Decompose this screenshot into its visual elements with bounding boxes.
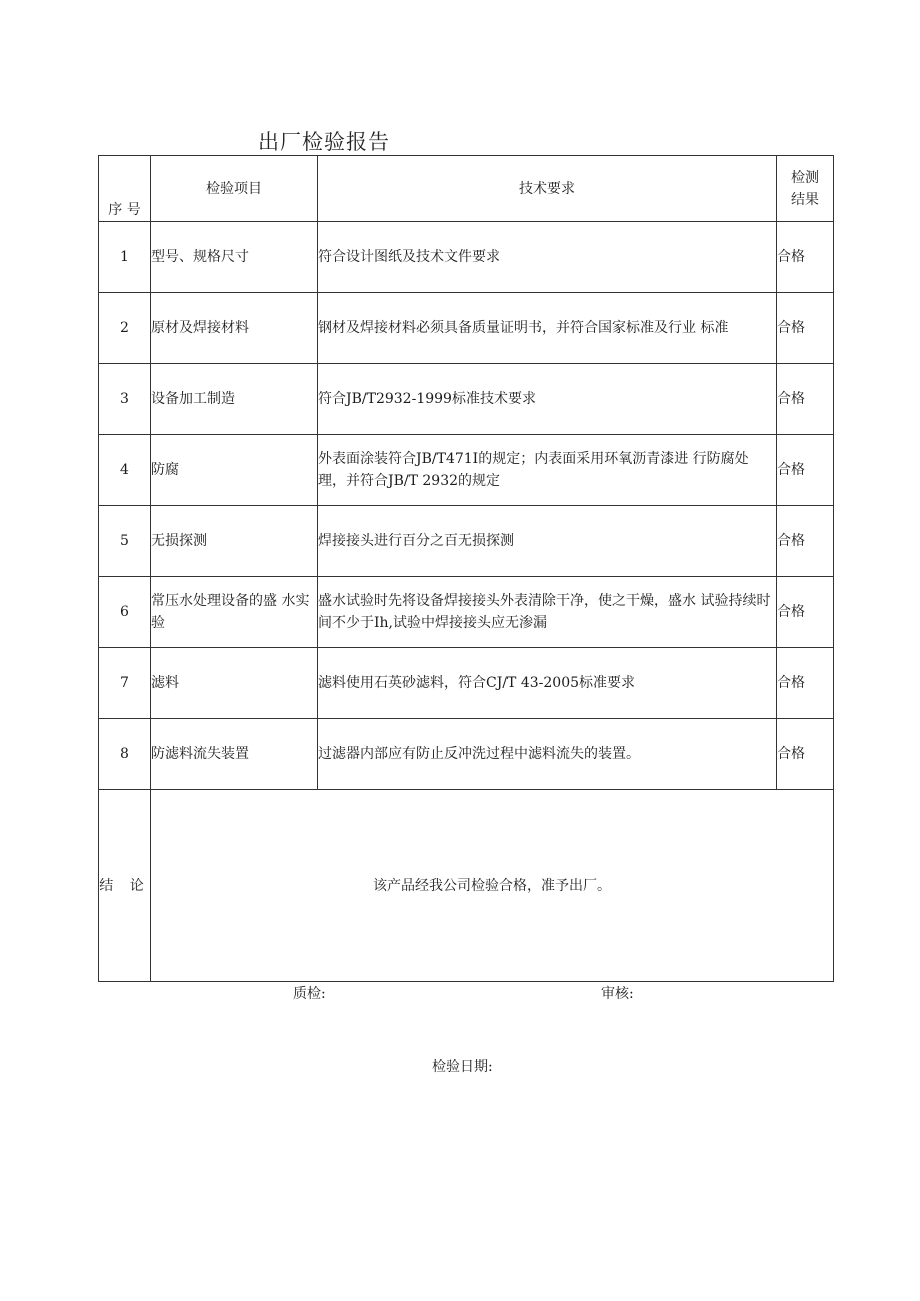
header-result-line1: 检测 (791, 169, 819, 186)
table-row (99, 293, 834, 364)
row-result: 合格 (777, 577, 834, 648)
row-seq: 4 (99, 435, 151, 506)
table-row (99, 364, 834, 435)
row-requirement: 盛水试验时先将设备焊接接头外表清除干净，使之干燥，盛水 试验持续时间不少于Ih,试验中焊接接头应无渗漏 (318, 577, 777, 648)
conclusion-row (99, 790, 834, 982)
row-seq: 7 (99, 648, 151, 719)
table-row (99, 506, 834, 577)
row-item: 滤料 (151, 648, 318, 719)
header-item: 检验项目 (151, 156, 318, 222)
qc-signature-label: 质检: (293, 986, 326, 1002)
row-item: 防腐 (151, 435, 318, 506)
conclusion-label: 结 论 (99, 790, 151, 982)
row-seq: 1 (99, 222, 151, 293)
row-item: 无损探测 (151, 506, 318, 577)
row-result: 合格 (777, 506, 834, 577)
header-seq: 序 号 (99, 156, 151, 222)
row-result: 合格 (777, 364, 834, 435)
row-requirement: 符合JB/T2932-1999标准技术要求 (318, 364, 777, 435)
row-item: 原材及焊接材料 (151, 293, 318, 364)
row-seq: 3 (99, 364, 151, 435)
row-item: 防滤料流失装置 (151, 719, 318, 790)
row-requirement: 滤料使用石英砂滤料，符合CJ/T 43-2005标准要求 (318, 648, 777, 719)
row-item: 设备加工制造 (151, 364, 318, 435)
row-requirement: 符合设计图纸及技术文件要求 (318, 222, 777, 293)
row-seq: 2 (99, 293, 151, 364)
header-row (99, 156, 834, 222)
row-requirement: 外表面涂装符合JB/T471I的规定；内表面采用环氧沥青漆进 行防腐处理，并符合JB/T 2932的规定 (318, 435, 777, 506)
table-row (99, 719, 834, 790)
row-seq: 8 (99, 719, 151, 790)
row-requirement: 过滤器内部应有防止反冲洗过程中滤料流失的装置。 (318, 719, 777, 790)
row-requirement: 焊接接头进行百分之百无损探测 (318, 506, 777, 577)
inspection-table (98, 155, 834, 982)
table-row (99, 577, 834, 648)
table-row (99, 648, 834, 719)
row-item: 型号、规格尺寸 (151, 222, 318, 293)
header-result-line2: 结果 (791, 191, 819, 208)
row-result: 合格 (777, 222, 834, 293)
review-signature-label: 审核: (601, 986, 634, 1002)
table-row (99, 435, 834, 506)
conclusion-text: 该产品经我公司检验合格，准予出厂。 (151, 790, 834, 982)
table-row (99, 222, 834, 293)
row-result: 合格 (777, 719, 834, 790)
row-item: 常压水处理设备的盛 水实验 (151, 577, 318, 648)
row-seq: 5 (99, 506, 151, 577)
row-result: 合格 (777, 648, 834, 719)
header-requirement: 技术要求 (318, 156, 777, 222)
report-title: 出厂检验报告 (258, 130, 390, 154)
row-result: 合格 (777, 435, 834, 506)
row-requirement: 钢材及焊接材料必须具备质量证明书，并符合国家标准及行业 标准 (318, 293, 777, 364)
row-seq: 6 (99, 577, 151, 648)
row-result: 合格 (777, 293, 834, 364)
header-result (777, 156, 834, 222)
inspection-date-label: 检验日期: (432, 1059, 493, 1075)
